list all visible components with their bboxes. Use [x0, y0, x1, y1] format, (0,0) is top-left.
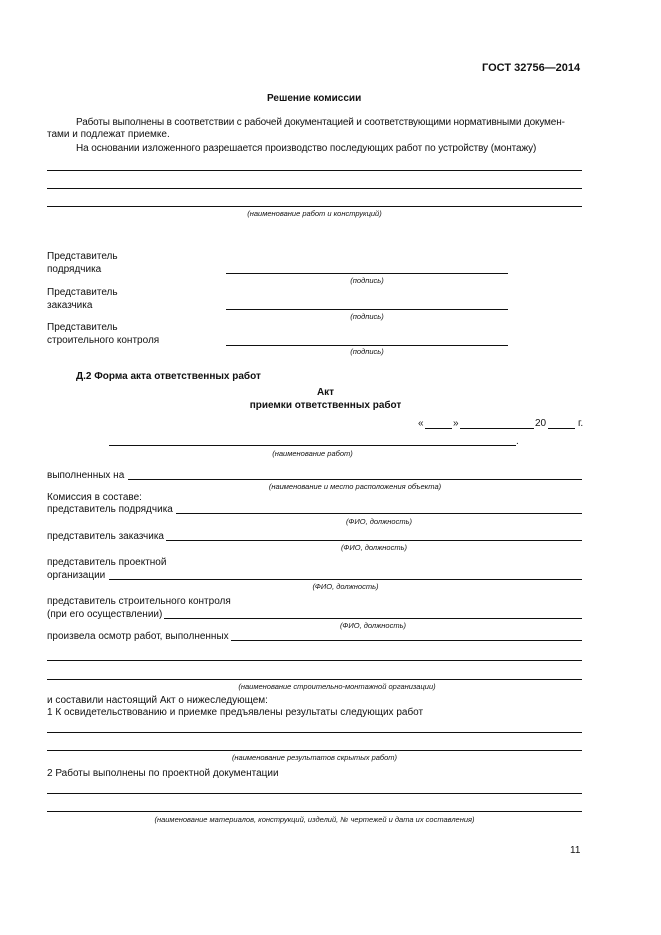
inspection-field-3[interactable] — [47, 679, 582, 680]
works-line-1[interactable] — [47, 170, 582, 171]
customer-rep-field[interactable] — [166, 540, 582, 541]
act-title: Акт — [316, 387, 335, 398]
signature-line[interactable] — [226, 309, 508, 310]
act-subtitle: приемки ответственных работ — [249, 400, 402, 411]
design-rep-label-line-1: представитель проектной — [47, 557, 167, 568]
date-day-field[interactable] — [425, 428, 452, 429]
date-close-quote: » — [453, 418, 459, 429]
signature-label-line-1: Представитель — [47, 251, 118, 262]
decision-paragraph-1-line-2: тами и подлежат приемке. — [47, 129, 170, 140]
control-rep-label-line-2: (при его осуществлении) — [47, 609, 163, 620]
customer-rep-caption: (ФИО, должность) — [340, 543, 408, 552]
hidden-works-caption: (наименование результатов скрытых работ) — [231, 753, 398, 762]
control-rep-caption: (ФИО, должность) — [339, 621, 407, 630]
date-year-suffix: г. — [578, 418, 584, 429]
compiled-text: и составили настоящий Акт о нижеследующем: — [47, 695, 268, 706]
works-name-end: . — [516, 436, 519, 447]
design-rep-caption: (ФИО, должность) — [312, 582, 379, 591]
works-caption: (наименование работ и конструкций) — [247, 209, 382, 218]
signature-caption: (подпись) — [350, 312, 384, 321]
date-open-quote: « — [418, 418, 424, 429]
page-number: 11 — [570, 845, 581, 856]
works-name-caption: (наименование работ) — [272, 449, 353, 458]
signature-caption: (подпись) — [350, 276, 384, 285]
decision-paragraph-1-line-1: Работы выполнены в соответствии с рабочей документацией и соответствующими нормативными докумен- — [76, 117, 565, 128]
signature-caption: (подпись) — [350, 347, 384, 356]
contractor-rep-field[interactable] — [176, 513, 582, 514]
materials-field-2[interactable] — [47, 811, 582, 812]
signature-line[interactable] — [226, 273, 508, 274]
control-rep-field[interactable] — [164, 618, 582, 619]
hidden-works-field-2[interactable] — [47, 750, 582, 751]
inspection-field-2[interactable] — [47, 660, 582, 661]
works-line-2[interactable] — [47, 188, 582, 189]
object-caption: (наименование и место расположения объекта) — [268, 482, 442, 491]
decision-paragraph-2: На основании изложенного разрешается производство последующих работ по устройству (монтажу) — [76, 143, 537, 154]
performed-at-label: выполненных на — [47, 470, 125, 481]
date-year-prefix: 20 — [535, 418, 547, 429]
signature-line[interactable] — [226, 345, 508, 346]
hidden-works-field-1[interactable] — [47, 732, 582, 733]
section-heading: Д.2 Форма акта ответственных работ — [76, 371, 261, 382]
commission-label: Комиссия в составе: — [47, 492, 142, 503]
item-2-text: 2 Работы выполнены по проектной документации — [47, 768, 279, 779]
materials-field-1[interactable] — [47, 793, 582, 794]
item-1-text: 1 К освидетельствованию и приемке предъявлены результаты следующих работ — [47, 707, 424, 718]
signature-label-line-1: Представитель — [47, 322, 118, 333]
works-line-3[interactable] — [47, 206, 582, 207]
signature-label-line-2: строительного контроля — [47, 335, 160, 346]
signature-label-line-2: заказчика — [47, 300, 93, 311]
design-rep-label-line-2: организации — [47, 570, 106, 581]
decision-title: Решение комиссии — [267, 93, 362, 104]
inspection-field-1[interactable] — [231, 640, 582, 641]
works-name-field[interactable] — [109, 445, 516, 446]
date-month-field[interactable] — [460, 428, 534, 429]
signature-label-line-2: подрядчика — [47, 264, 102, 275]
materials-caption: (наименование материалов, конструкций, изделий, № чертежей и дата их составления) — [154, 815, 475, 824]
org-caption: (наименование строительно-монтажной организации) — [238, 682, 436, 691]
inspection-label: произвела осмотр работ, выполненных — [47, 631, 229, 642]
date-year-field[interactable] — [548, 428, 575, 429]
contractor-rep-label: представитель подрядчика — [47, 504, 173, 515]
object-field[interactable] — [128, 479, 582, 480]
design-rep-field[interactable] — [109, 579, 582, 580]
contractor-rep-caption: (ФИО, должность) — [345, 517, 413, 526]
customer-rep-label: представитель заказчика — [47, 531, 164, 542]
document-code: ГОСТ 32756—2014 — [482, 62, 581, 74]
signature-label-line-1: Представитель — [47, 287, 118, 298]
control-rep-label-line-1: представитель строительного контроля — [47, 596, 231, 607]
